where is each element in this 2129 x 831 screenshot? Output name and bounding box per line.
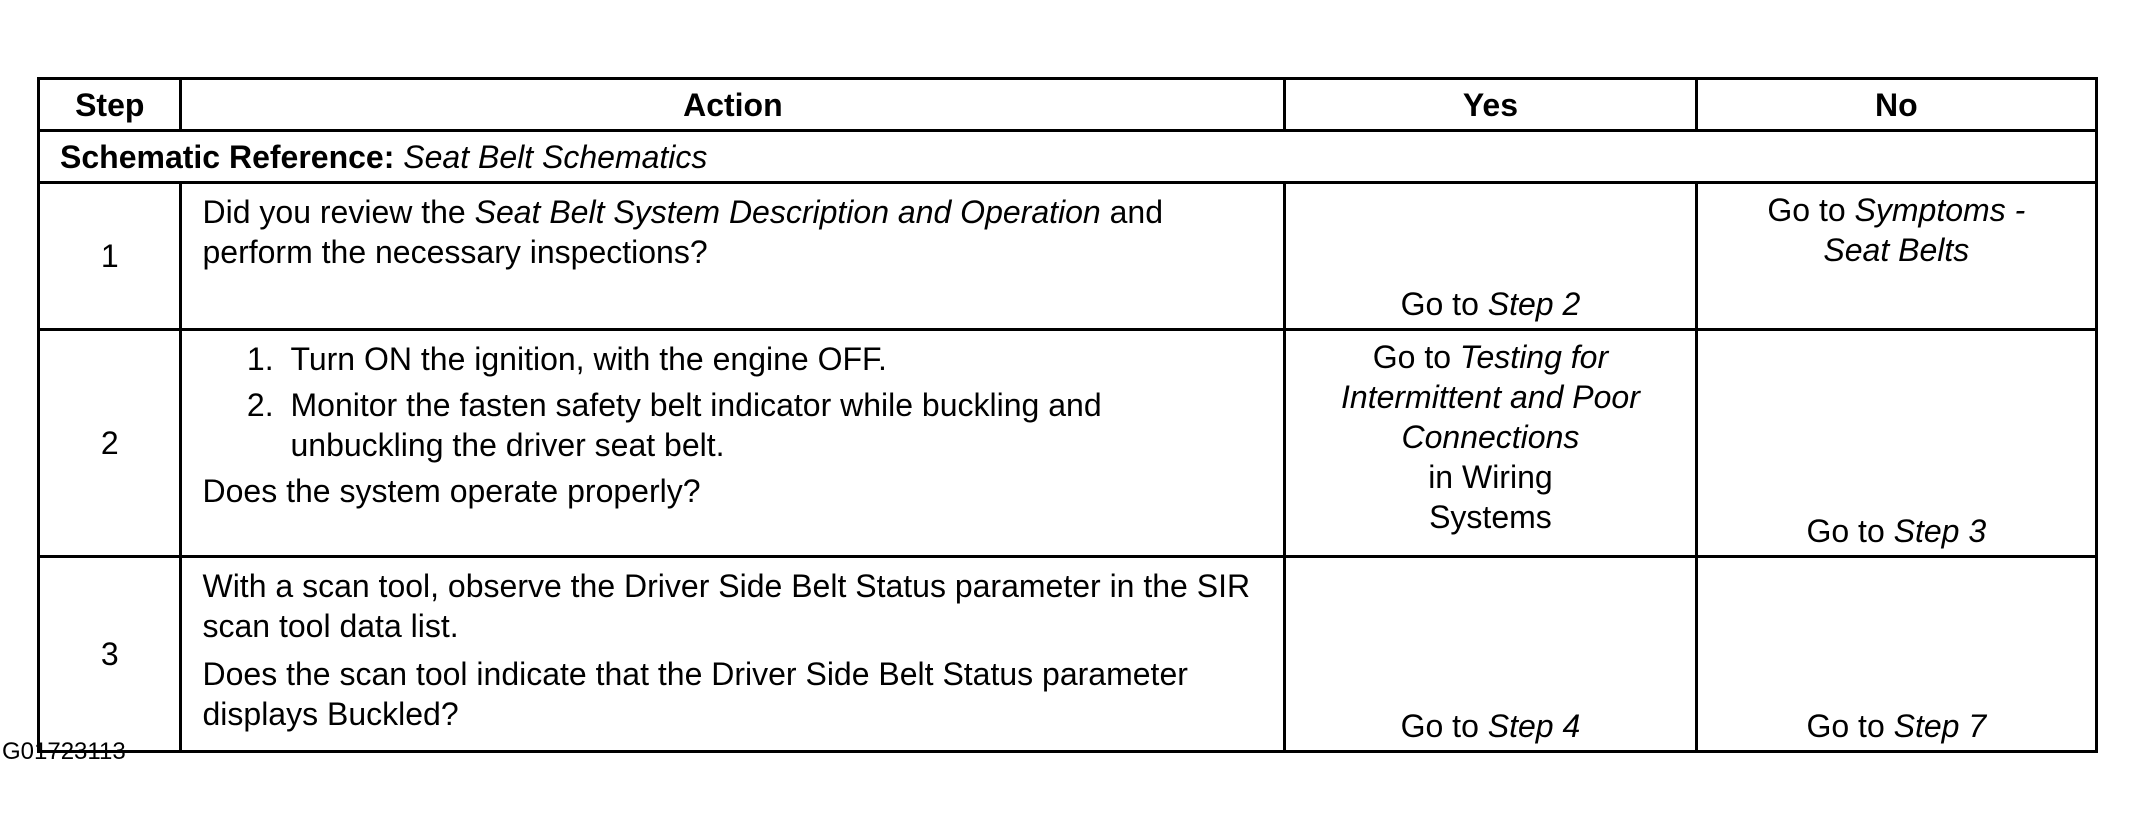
no-link-step-3[interactable]: Step 3 — [1893, 513, 1987, 549]
no-prefix: Go to — [1767, 192, 1855, 228]
no-cell — [1696, 330, 2096, 557]
action-cell — [181, 557, 1285, 752]
yes-link-testing-line2[interactable]: Intermittent and Poor — [1341, 379, 1640, 415]
diagnostic-table — [37, 77, 2098, 753]
table-row-step-2 — [39, 330, 2097, 557]
header-action: Action — [181, 79, 1285, 131]
schematic-reference-label: Schematic Reference: — [60, 138, 395, 175]
action-text-part: Did you review the — [202, 194, 475, 230]
list-item: 1. Turn ON the ignition, with the engine OFF. — [282, 339, 1263, 379]
yes-prefix: Go to — [1400, 708, 1488, 744]
no-link-symptoms-line2[interactable]: Seat Belts — [1823, 232, 1970, 268]
step-number: 3 — [39, 557, 181, 752]
schematic-reference-row — [39, 131, 2097, 183]
action-text — [202, 192, 1263, 272]
yes-prefix: Go to — [1372, 339, 1460, 375]
header-step: Step — [39, 79, 181, 131]
action-cell — [181, 330, 1285, 557]
step-number: 2 — [39, 330, 181, 557]
action-question: Does the system operate properly? — [202, 473, 701, 509]
yes-cell — [1285, 557, 1696, 752]
header-yes: Yes — [1285, 79, 1696, 131]
action-cell — [181, 183, 1285, 330]
no-link-step-7[interactable]: Step 7 — [1893, 708, 1987, 744]
action-question: Does the scan tool indicate that the Driver Side Belt Status parameter displays Buckled? — [202, 656, 1188, 732]
schematic-reference-link[interactable]: Seat Belt Schematics — [403, 138, 708, 175]
no-cell — [1696, 183, 2096, 330]
no-link-symptoms[interactable]: Symptoms - — [1854, 192, 2026, 228]
yes-link-testing-line3[interactable]: Connections — [1401, 419, 1580, 455]
action-steps-list — [202, 339, 1263, 465]
yes-cell — [1285, 183, 1696, 330]
yes-link-testing[interactable]: Testing for — [1459, 339, 1609, 375]
no-prefix: Go to — [1806, 513, 1894, 549]
action-text-part: and perform the necessary inspections? — [202, 194, 1163, 270]
yes-link-step-2[interactable]: Step 2 — [1487, 286, 1581, 322]
yes-link-step-4[interactable]: Step 4 — [1487, 708, 1581, 744]
no-prefix: Go to — [1806, 708, 1894, 744]
action-reference-link[interactable]: Seat Belt System Description and Operation — [474, 194, 1101, 230]
table-row-step-1 — [39, 183, 2097, 330]
list-item: 2. Monitor the fasten safety belt indicator while buckling and unbuckling the driver seat belt. — [282, 385, 1263, 465]
figure-id: G01723113 — [2, 738, 126, 765]
step-number: 1 — [39, 183, 181, 330]
action-text: With a scan tool, observe the Driver Side Belt Status parameter in the SIR scan tool data list. — [202, 568, 1251, 644]
yes-cell — [1285, 330, 1696, 557]
header-no: No — [1696, 79, 2096, 131]
header-row — [39, 79, 2097, 131]
yes-suffix-line1: in Wiring — [1428, 459, 1553, 495]
yes-suffix-line2: Systems — [1429, 499, 1552, 535]
no-cell — [1696, 557, 2096, 752]
table-row-step-3 — [39, 557, 2097, 752]
schematic-reference-cell — [39, 131, 2097, 183]
yes-prefix: Go to — [1400, 286, 1488, 322]
